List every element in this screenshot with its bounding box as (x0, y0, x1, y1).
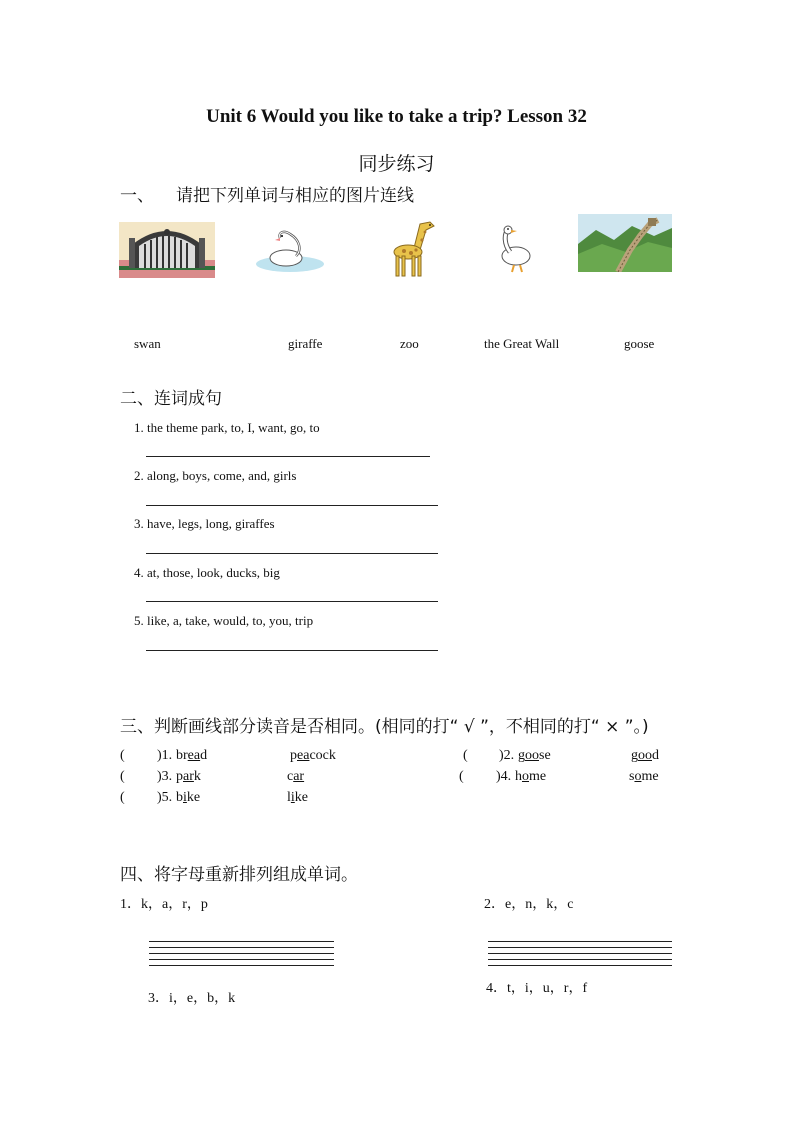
paren-open: ( (120, 748, 125, 763)
writing-line (488, 965, 672, 966)
sentence-item: 4. at, those, look, ducks, big (134, 565, 280, 580)
item-number: )2. (499, 748, 515, 763)
word-good: good (631, 748, 659, 763)
sentence-item: 3. have, legs, long, giraffes (134, 516, 275, 531)
sentence-item: 1. the theme park, to, I, want, go, to (134, 420, 320, 435)
answer-line (146, 601, 438, 602)
word-peacock: peacock (290, 748, 336, 763)
great-wall-image (578, 214, 672, 272)
word-car: car (287, 769, 305, 784)
section2-heading: 二、连词成句 (120, 389, 222, 409)
zoo-gate-image (119, 222, 215, 278)
writing-line (488, 947, 672, 948)
section1-number: 一、 (120, 186, 154, 206)
writing-line (488, 941, 672, 942)
giraffe-image (380, 218, 442, 280)
word-goose: goose (624, 336, 655, 351)
paren-open: ( (120, 790, 125, 805)
word-giraffe: giraffe (288, 336, 323, 351)
answer-line (146, 553, 438, 554)
word-swan: swan (134, 336, 161, 351)
word-bread: bread (176, 748, 208, 763)
paren-open: ( (120, 769, 125, 784)
page-title: Unit 6 Would you like to take a trip? Lesson 32 (206, 106, 587, 127)
page-subtitle: 同步练习 (358, 153, 435, 175)
writing-line (149, 959, 334, 960)
writing-line (488, 959, 672, 960)
item-number: )4. (496, 769, 512, 784)
word-some: some (629, 769, 659, 784)
answer-line (146, 456, 430, 457)
item-number: )1. (157, 748, 173, 763)
writing-line (149, 965, 334, 966)
word-bike: bike (176, 790, 201, 805)
letters-item: 4．t，i，u，r，f (486, 981, 588, 996)
item-number: )3. (157, 769, 173, 784)
sentence-item: 5. like, a, take, would, to, you, trip (134, 613, 314, 628)
section4-heading: 四、将字母重新排列组成单词。 (120, 865, 358, 885)
swan-image (250, 220, 328, 276)
goose-image (490, 220, 540, 276)
item-number: )5. (157, 790, 173, 805)
writing-line (149, 947, 334, 948)
word-goose: goose (518, 748, 551, 763)
sentence-item: 2. along, boys, come, and, girls (134, 468, 297, 483)
word-home: home (515, 769, 547, 784)
letters-item: 3．i，e，b，k (148, 991, 236, 1006)
paren-open: ( (463, 748, 468, 763)
paren-open: ( (459, 769, 464, 784)
answer-line (146, 650, 438, 651)
writing-line (149, 953, 334, 954)
writing-line (149, 941, 334, 942)
section1-heading: 请把下列单词与相应的图片连线 (176, 186, 414, 206)
answer-line (146, 505, 438, 506)
word-park: park (176, 769, 201, 784)
section3-heading: 三、判断画线部分读音是否相同。(相同的打“ √ ”，不相同的打“ × ”。) (120, 717, 649, 737)
word-great-wall: the Great Wall (484, 336, 560, 351)
writing-line (488, 953, 672, 954)
letters-item: 2．e，n，k，c (484, 897, 574, 912)
letters-item: 1．k，a，r，p (120, 897, 208, 912)
word-zoo: zoo (400, 336, 419, 351)
word-like: like (287, 790, 308, 805)
